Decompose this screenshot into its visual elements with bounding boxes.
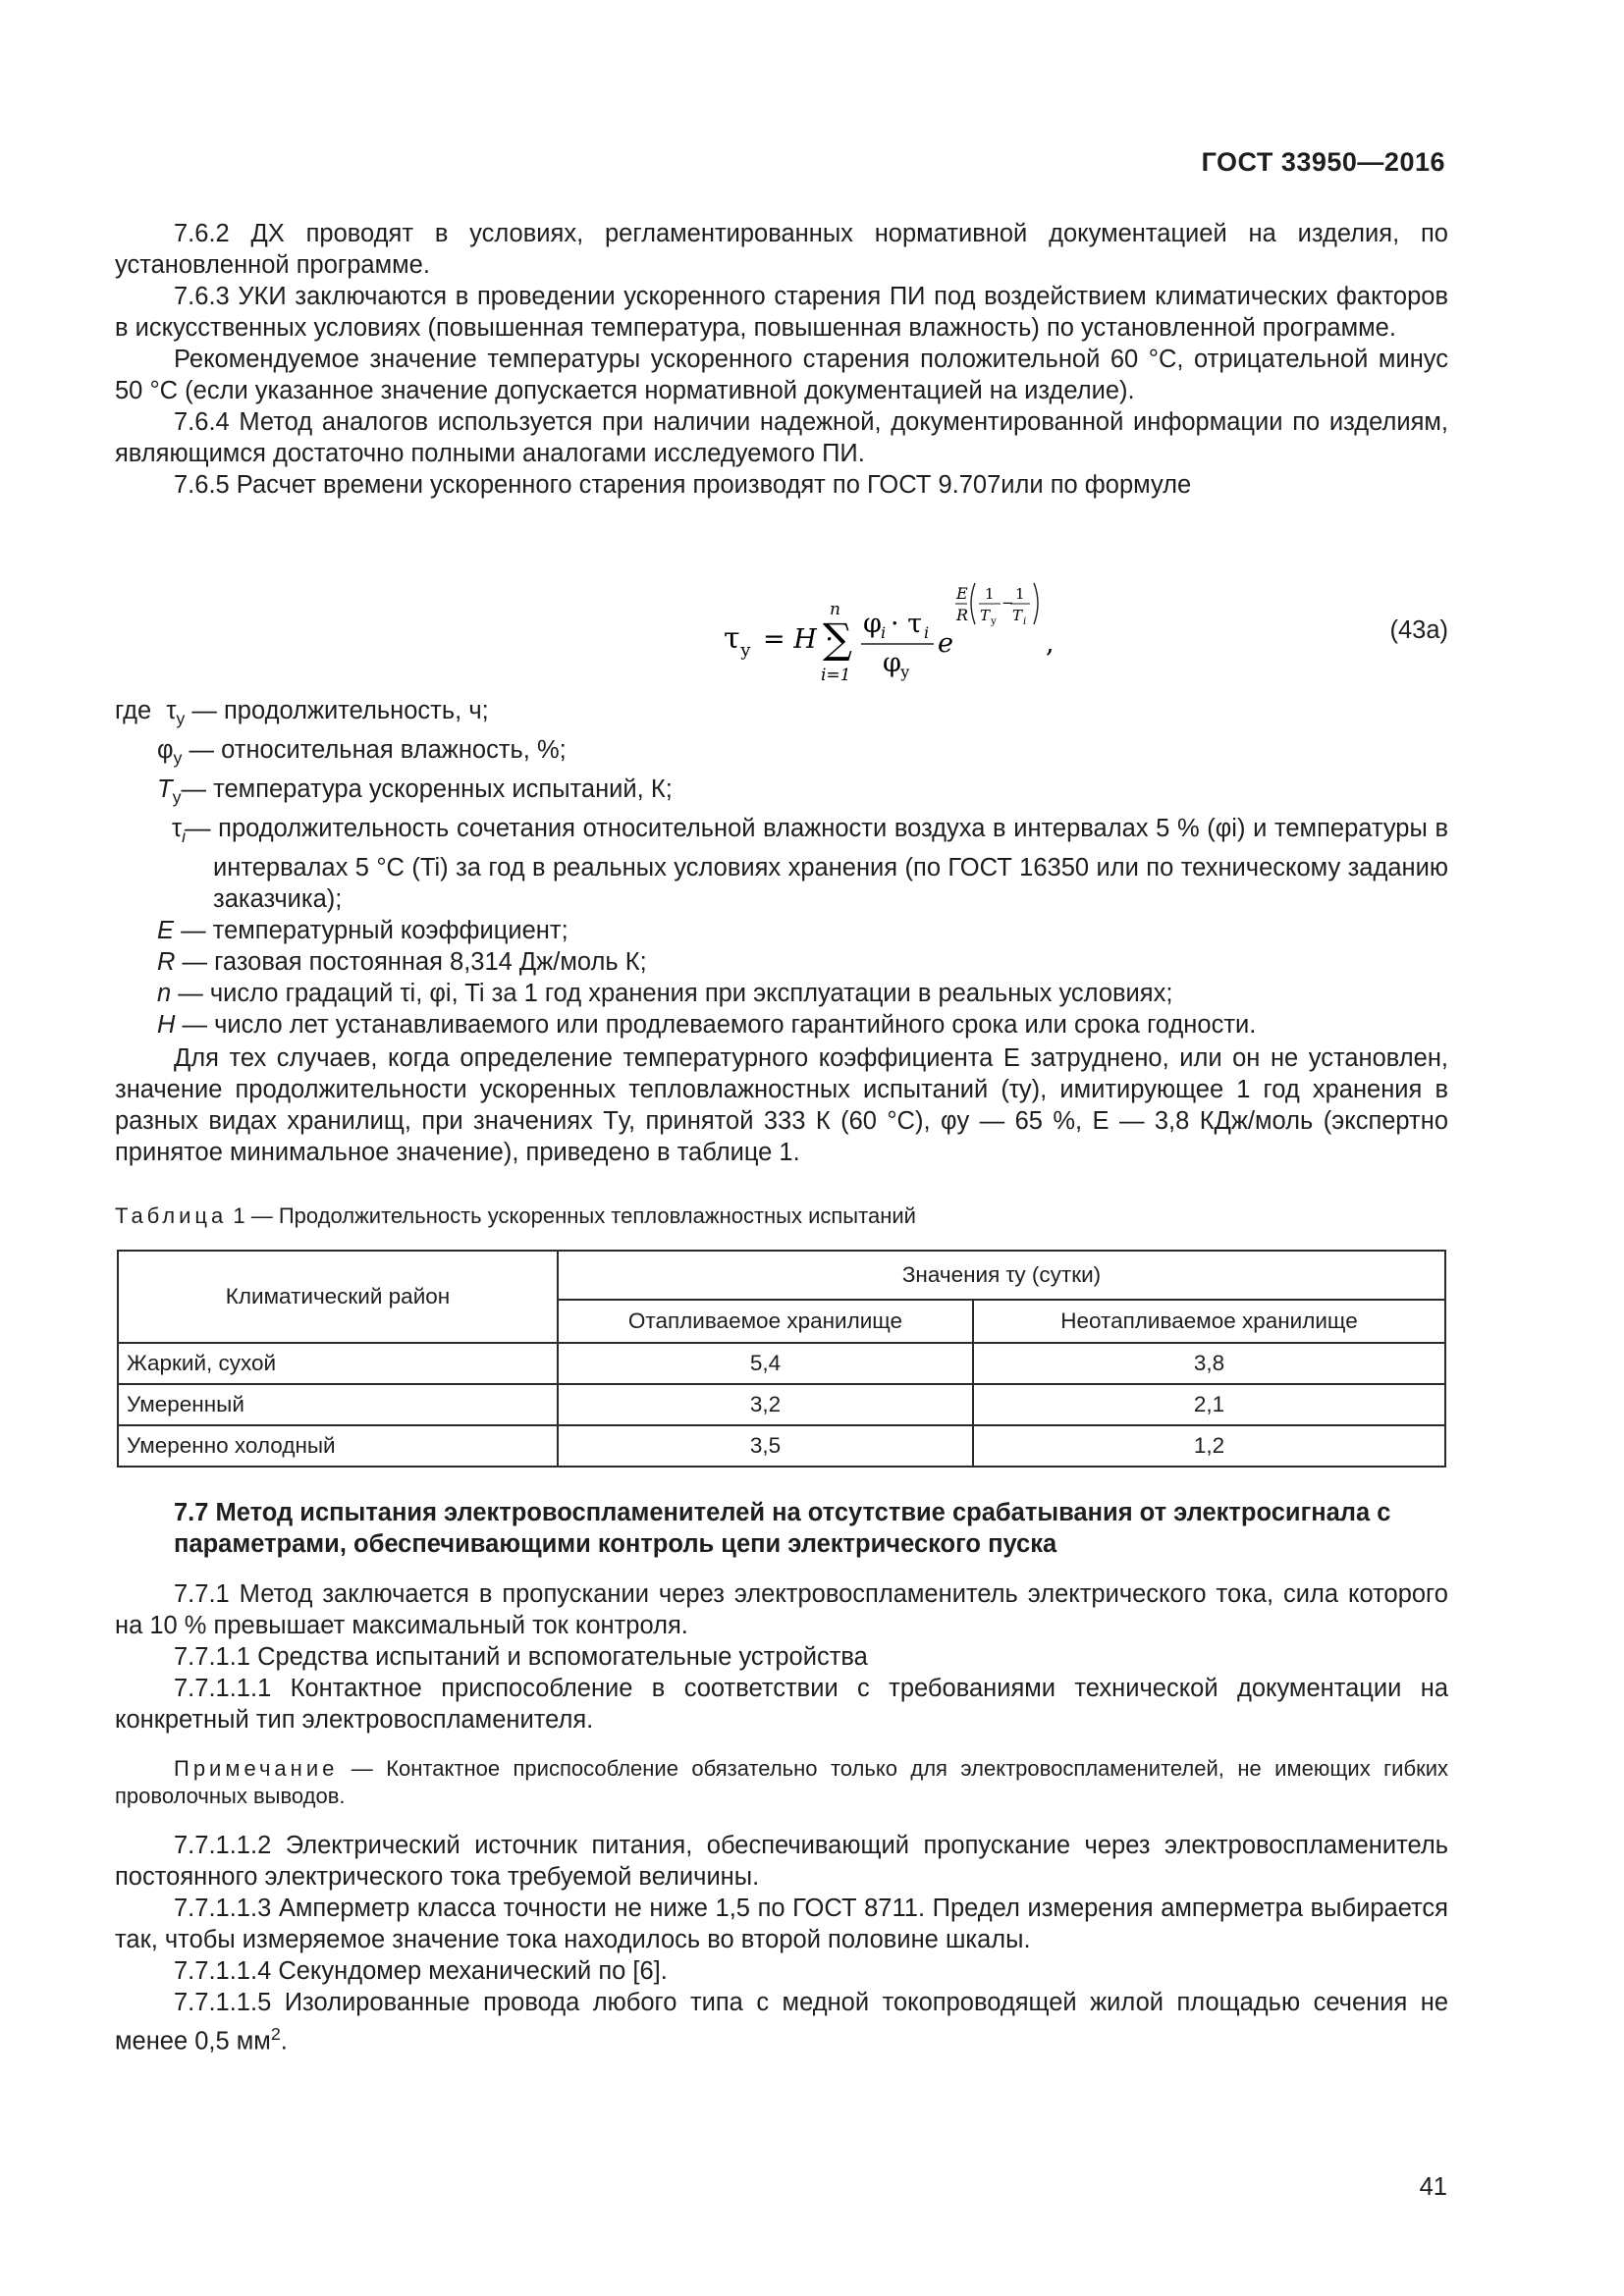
cell-region: Жаркий, сухой (118, 1343, 558, 1384)
def-text: — число градаций τi, φi, Ti за 1 год хранения при эксплуатации в реальных условиях; (171, 980, 1173, 1008)
paragraph-text: 7.7.1.1.5 Изолированные провода любого типа с медной токопроводящей жилой площадью сечения не менее 0,5 мм (115, 1989, 1448, 2056)
paren-right-icon (1034, 583, 1038, 624)
def-symbol: φ (157, 736, 174, 765)
table-caption (115, 1203, 916, 1229)
formula-exp-t2: T (1012, 607, 1023, 624)
formula-exp-t2-sub: i (1023, 616, 1027, 627)
table-header-group: Значения τу (сутки) (558, 1251, 1445, 1300)
formula-num-sub2: i (924, 623, 930, 642)
table-row (118, 1425, 1445, 1467)
formula-exp-one1: 1 (985, 585, 995, 603)
note (115, 1755, 1448, 1810)
def-sub: i (182, 827, 187, 847)
def-symbol: τ (172, 815, 183, 843)
paragraph: 7.7.1.1.3 Амперметр класса точности не ниже 1,5 по ГОСТ 8711. Предел измерения амперметра выбирается так, чтобы измеряемое значение тока находилось во второй половине шкалы. (115, 1895, 1448, 1953)
formula-exp-one2: 1 (1015, 585, 1025, 603)
def-symbol: E (157, 917, 175, 945)
def-symbol: n (157, 980, 172, 1008)
definition-item (115, 734, 1448, 774)
def-sub: у (172, 787, 182, 808)
definitions-list (115, 695, 1448, 1041)
cell-unheated: 2,1 (973, 1384, 1445, 1425)
formula-comma: , (1046, 628, 1055, 659)
paragraph: 7.6.5 Расчет времени ускоренного старения производят по ГОСТ 9.707или по формуле (174, 471, 1192, 499)
formula-exp-t1: T (980, 607, 991, 624)
def-text: — относительная влажность, %; (182, 736, 567, 765)
table-caption-label: Таблица (115, 1203, 228, 1228)
formula-num-dot: · τ (891, 609, 923, 639)
paragraph: 7.7.1.1 Средства испытаний и вспомогательные устройства (174, 1643, 868, 1671)
paragraph: 7.6.4 Метод аналогов используется при наличии надежной, документированной информации по изделиям, являющимся достаточно полными аналогами исследуемого ПИ. (115, 408, 1448, 467)
paragraph: Для тех случаев, когда определение температурного коэффициента E затруднено, или он не установлен, значение продолжительности ускоренных тепловлажностных испытаний (τу), имитирующее 1 год хранения в разных видах хранилищ, при значениях Tу, принятой 333 К (60 °C), φу — 65 %, E — 3,8 КДж/моль (экспертно принятое минимальное значение), приведено в таблице 1. (115, 1044, 1448, 1166)
formula-block (115, 569, 1448, 687)
table-row (118, 1343, 1445, 1384)
formula-den: φ (883, 648, 901, 678)
data-table (117, 1250, 1446, 1468)
table-header-region: Климатический район (118, 1251, 558, 1343)
def-symbol: τ (166, 697, 177, 724)
paragraph: 7.6.2 ДХ проводят в условиях, регламентированных нормативной документацией на изделия, по установленной программе. (115, 220, 1448, 279)
paragraph: 7.7.1 Метод заключается в пропускании через электровоспламенитель электрического тока, сила которого на 10 % превышает максимальный ток контроля. (115, 1580, 1448, 1639)
formula-exp-minus: − (1001, 594, 1014, 612)
formula-lhs-sub: у (740, 640, 751, 661)
table-caption-text: 1 — Продолжительность ускоренных тепловлажностных испытаний (233, 1203, 916, 1228)
formula-exp-base: e (938, 628, 953, 659)
def-sub: у (173, 748, 183, 769)
equation-number: (43a) (1389, 616, 1448, 644)
table-header-unheated: Неотапливаемое хранилище (973, 1300, 1445, 1343)
paragraphs-bottom-b (115, 1830, 1448, 2057)
cell-heated: 5,4 (558, 1343, 973, 1384)
paren-left-icon (971, 583, 975, 624)
def-text: — газовая постоянная 8,314 Дж/моль К; (175, 948, 647, 977)
cell-unheated: 1,2 (973, 1425, 1445, 1467)
cell-region: Умеренный (118, 1384, 558, 1425)
table-header-heated: Отапливаемое хранилище (558, 1300, 973, 1343)
definition-item (115, 774, 1448, 813)
note-label: Примечание (174, 1756, 339, 1781)
def-text: — число лет устанавливаемого или продлеваемого гарантийного срока или срока годности. (175, 1011, 1257, 1040)
definition-item (115, 695, 1448, 734)
document-header: ГОСТ 33950—2016 (1201, 147, 1445, 177)
def-text: — продолжительность, ч; (185, 697, 489, 724)
def-text: — температурный коэффициент; (174, 917, 568, 945)
formula (724, 569, 1077, 687)
paragraph: 7.7.1.1.4 Секундомер механический по [6]. (174, 1957, 668, 1985)
paragraphs-bottom-a (115, 1578, 1448, 1735)
def-text: — продолжительность сочетания относительной влажности воздуха в интервалах 5 % (φi) и температуры в интервалах 5 °C (Ti) за год в реальных условиях хранения (по ГОСТ 16350 или по техническому заданию заказчика); (186, 815, 1448, 914)
formula-den-sub: у (900, 663, 910, 681)
def-symbol: H (157, 1011, 176, 1040)
paragraph: 7.6.3 УКИ заключаются в проведении ускоренного старения ПИ под воздействием климатических факторов в искусственных условиях (повышенная температура, повышенная влажность) по установленной программе. (115, 283, 1448, 342)
formula-sum-top: n (830, 600, 840, 619)
def-sub: у (176, 709, 186, 729)
formula-sum-bottom: i=1 (821, 666, 851, 685)
definition-item (115, 978, 1448, 1009)
paragraph: 7.7.1.1.2 Электрический источник питания, обеспечивающий пропускание через электровоспламенитель постоянного электрического тока требуемой величины. (115, 1832, 1448, 1891)
page-number: 41 (1419, 2173, 1447, 2201)
def-symbol: T (157, 775, 173, 804)
definition-item (115, 1009, 1448, 1041)
definition-item (115, 915, 1448, 946)
paragraphs-top (115, 218, 1448, 501)
cell-heated: 3,2 (558, 1384, 973, 1425)
paragraph: Рекомендуемое значение температуры ускоренного старения положительной 60 °C, отрицательной минус 50 °C (если указанное значение допускается нормативной документацией на изделие). (115, 346, 1448, 404)
paragraph: 7.7.1.1.1 Контактное приспособление в соответствии с требованиями технической документации на конкретный тип электровоспламенителя. (115, 1675, 1448, 1734)
formula-num-sub1: i (881, 623, 887, 642)
cell-unheated: 3,8 (973, 1343, 1445, 1384)
formula-lhs: τ (724, 621, 740, 656)
formula-eq: = H · (763, 624, 834, 655)
cell-heated: 3,5 (558, 1425, 973, 1467)
table-intro (115, 1042, 1448, 1168)
note-text: — Контактное приспособление обязательно только для электровоспламенителей, не имеющих гибких проволочных выводов. (115, 1756, 1448, 1808)
formula-exp-e: E (956, 584, 968, 603)
superscript: 2 (270, 2024, 281, 2044)
def-text: — температура ускоренных испытаний, К; (181, 775, 673, 804)
cell-region: Умеренно холодный (118, 1425, 558, 1467)
table-row (118, 1384, 1445, 1425)
definition-item (115, 813, 1448, 915)
formula-num: φ (863, 609, 882, 639)
paragraph-last (115, 1987, 1448, 2057)
where-label: где (115, 697, 152, 724)
formula-exp-t1-sub: у (991, 616, 997, 627)
definition-item (115, 946, 1448, 978)
formula-exp-r: R (956, 606, 969, 624)
section-title: 7.7 Метод испытания электровоспламенителей на отсутствие срабатывания от электросигнала с параметрами, обеспечивающими контроль цепи электрического пуска (174, 1499, 1391, 1558)
sum-icon: ∑ (823, 614, 852, 663)
note-block (115, 1755, 1448, 1810)
final-period: . (280, 2027, 288, 2056)
def-symbol: R (157, 948, 176, 977)
